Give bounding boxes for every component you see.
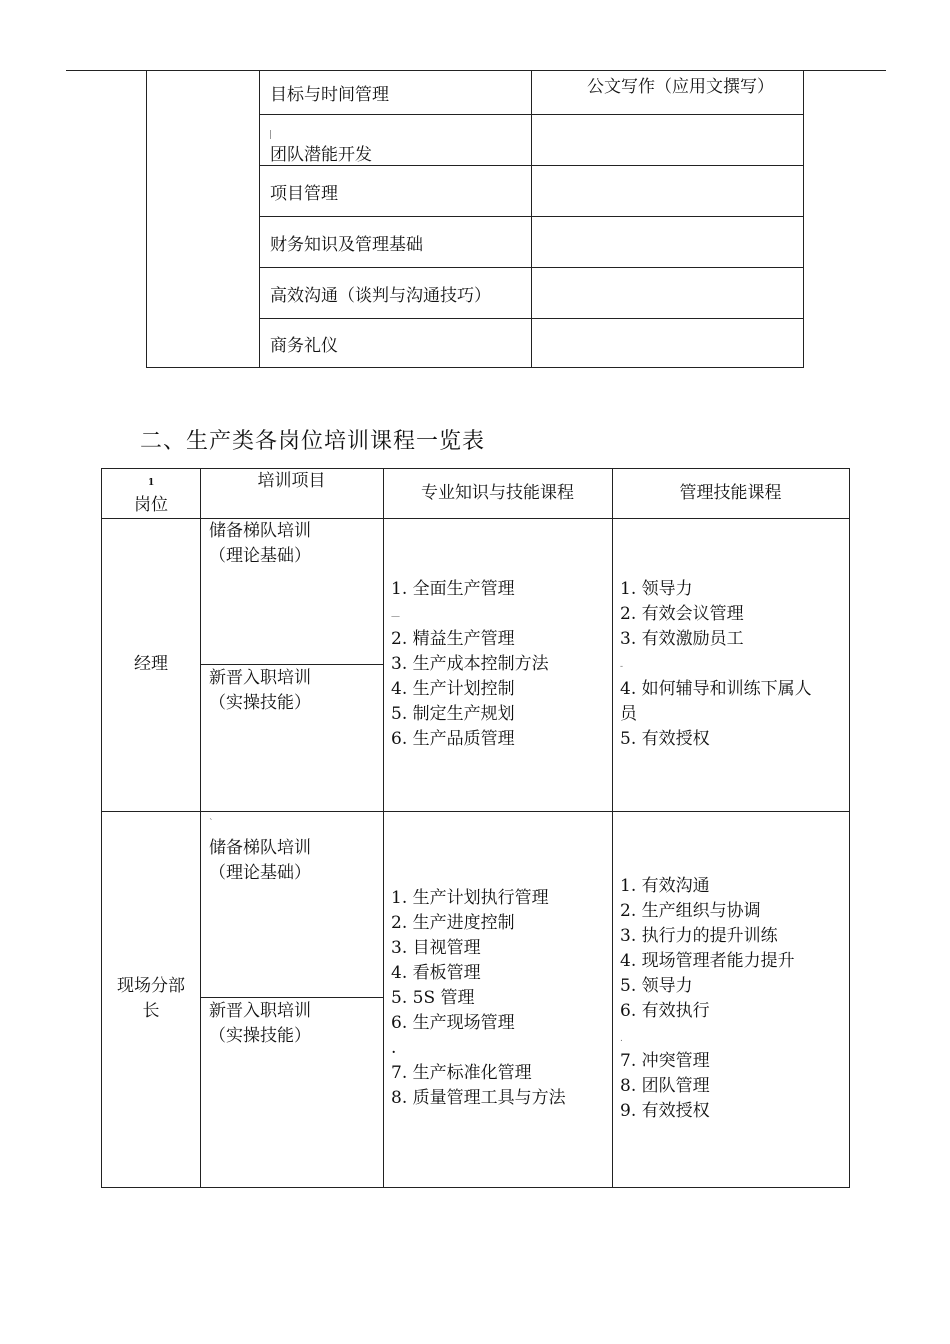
list-item: 3. 目视管理 [391, 938, 481, 958]
side-note: 公文写作（应用文撰写） [587, 77, 774, 97]
list-item: . [620, 1034, 623, 1044]
list-item: 6. 生产现场管理 [391, 1013, 515, 1033]
list-item: 5. 制定生产规划 [391, 704, 515, 724]
training-item-line: （理论基础） [209, 546, 311, 566]
header-position: 岗位 [134, 495, 168, 515]
course-name: 团队潜能开发 [270, 145, 372, 165]
position-cell: 现场分部 [117, 976, 185, 996]
cursor-mark: ` [209, 819, 214, 829]
list-item: 6. 有效执行 [620, 1001, 710, 1021]
table-divider [200, 997, 383, 998]
list-item: 4. 生产计划控制 [391, 679, 515, 699]
table-divider [200, 469, 201, 1187]
list-item: 2. 生产组织与协调 [620, 901, 761, 921]
list-item: 1. 有效沟通 [620, 876, 710, 896]
table-divider [102, 811, 849, 812]
list-item: 2. 生产进度控制 [391, 913, 515, 933]
table-divider [383, 469, 384, 1187]
course-name: 高效沟通（谈判与沟通技巧） [270, 286, 491, 306]
list-item: 员 [620, 704, 637, 724]
list-item: 3. 生产成本控制方法 [391, 654, 549, 674]
section-title: 二、生产类各岗位培训课程一览表 [140, 429, 486, 454]
list-item: 5. 领导力 [620, 976, 693, 996]
training-item-line: （实操技能） [209, 1026, 311, 1046]
management-course-list [620, 577, 812, 752]
list-item: - [620, 662, 624, 672]
position-cell: 长 [142, 1001, 160, 1021]
list-item: . [391, 1038, 397, 1058]
training-item-line: 新晋入职培训 [209, 1001, 311, 1021]
list-item: 6. 生产品质管理 [391, 729, 515, 749]
training-item-line: （实操技能） [209, 693, 311, 713]
list-item: 9. 有效授权 [620, 1101, 710, 1121]
table-row [260, 268, 804, 319]
professional-course-list [391, 886, 566, 1111]
table-divider [612, 469, 613, 1187]
professional-course-list [391, 577, 549, 752]
list-item: 4. 现场管理者能力提升 [620, 951, 795, 971]
position-cell: 经理 [134, 654, 168, 674]
table-row [260, 217, 804, 268]
list-item: 4. 如何辅导和训练下属人 [620, 679, 812, 699]
table-row [260, 70, 804, 115]
list-item: 7. 生产标准化管理 [391, 1063, 532, 1083]
training-item-line: （理论基础） [209, 863, 311, 883]
table-divider [200, 664, 383, 665]
header-management: 管理技能课程 [679, 483, 782, 503]
training-course-table [101, 468, 850, 1188]
training-item-line: 新晋入职培训 [209, 668, 311, 688]
course-name: 商务礼仪 [270, 336, 338, 356]
header-professional: 专业知识与技能课程 [421, 483, 574, 503]
list-item: 2. 有效会议管理 [620, 604, 744, 624]
training-item-line: 储备梯队培训 [209, 838, 311, 858]
list-item: 5. 5S 管理 [391, 988, 475, 1008]
table-row [260, 319, 804, 368]
list-item: 7. 冲突管理 [620, 1051, 710, 1071]
course-name: 财务知识及管理基础 [270, 235, 423, 255]
course-name: 项目管理 [270, 184, 338, 204]
list-item: 4. 看板管理 [391, 963, 481, 983]
table-row [260, 166, 804, 217]
list-item: 8. 质量管理工具与方法 [391, 1088, 566, 1108]
list-item: 1. 全面生产管理 [391, 579, 515, 599]
list-item: 3. 有效激励员工 [620, 629, 744, 649]
training-item-line: 储备梯队培训 [209, 521, 311, 541]
list-item: 1. 生产计划执行管理 [391, 888, 549, 908]
cursor-mark: 1 [148, 478, 155, 488]
course-name: 目标与时间管理 [270, 85, 389, 105]
management-course-list [620, 874, 795, 1124]
list-item: 8. 团队管理 [620, 1076, 710, 1096]
table-row [260, 115, 804, 166]
list-item: 3. 执行力的提升训练 [620, 926, 778, 946]
list-item: 5. 有效授权 [620, 729, 710, 749]
list-item: — [391, 612, 400, 622]
list-item: 1. 领导力 [620, 579, 693, 599]
text-cursor-mark [270, 130, 271, 139]
list-item: 2. 精益生产管理 [391, 629, 515, 649]
header-training-item: 培训项目 [257, 471, 326, 491]
continuation-table [146, 70, 804, 368]
